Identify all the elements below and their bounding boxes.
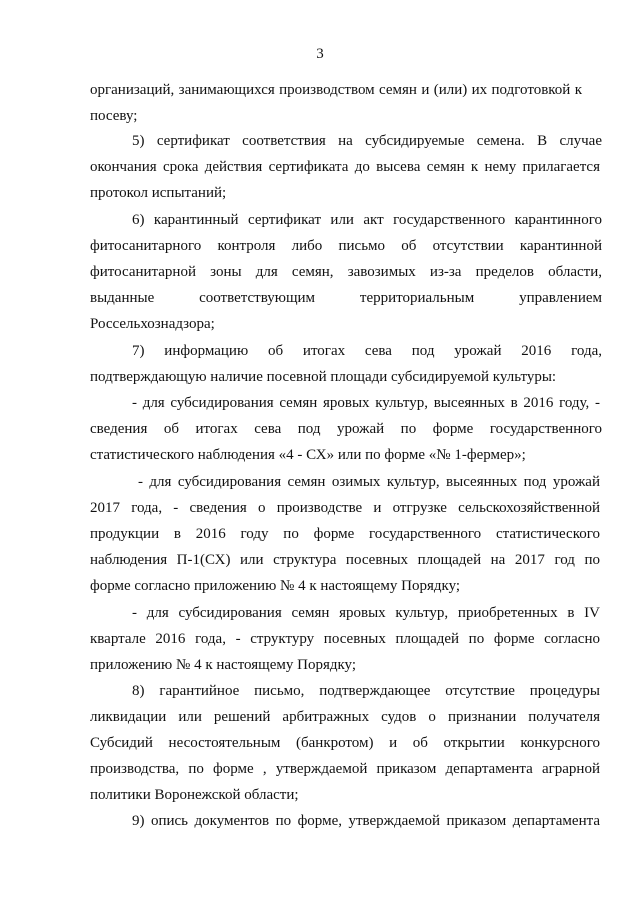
text-line: ликвидации или решений арбитражных судов о признании получателя: [90, 709, 600, 725]
text-line: фитосанитарного контроля либо письмо об отсутствии карантинной: [90, 238, 602, 254]
text-line: Россельхознадзора;: [90, 316, 215, 332]
text-line: квартале 2016 года, - структуру посевных площадей по форме согласно: [90, 631, 600, 647]
text-line: - для субсидирования семян яровых культур, высеянных в 2016 году, -: [132, 395, 600, 411]
text-line: 2017 года, - сведения о производстве и отгрузке сельскохозяйственной: [90, 500, 600, 516]
text-line: выданные соответствующим территориальным управлением: [90, 290, 602, 306]
text-line: производства, по форме , утверждаемой приказом департамента аграрной: [90, 761, 600, 777]
text-line: посеву;: [90, 108, 138, 124]
text-line: 9) опись документов по форме, утверждаемой приказом департамента: [132, 813, 600, 829]
text-line: политики Воронежской области;: [90, 787, 299, 803]
text-line: организаций, занимающихся производством семян и (или) их подготовкой к: [90, 82, 582, 98]
text-line: статистического наблюдения «4 - СХ» или по форме «№ 1-фермер»;: [90, 447, 526, 463]
text-line: 8) гарантийное письмо, подтверждающее отсутствие процедуры: [132, 683, 600, 699]
text-line: 7) информацию об итогах сева под урожай 2016 года,: [132, 343, 602, 359]
text-line: протокол испытаний;: [90, 185, 227, 201]
text-line: Субсидий несостоятельным (банкротом) и об открытии конкурсного: [90, 735, 600, 751]
text-line: фитосанитарной зоны для семян, завозимых из-за пределов области,: [90, 264, 602, 280]
text-line: сведения об итогах сева под урожай по форме государственного: [90, 421, 602, 437]
text-line: 5) сертификат соответствия на субсидируемые семена. В случае: [132, 133, 602, 149]
text-line: наблюдения П-1(СХ) или структура посевных площадей на 2017 год по: [90, 552, 600, 568]
text-line: окончания срока действия сертификата до высева семян к нему прилагается: [90, 159, 600, 175]
text-line: продукции в 2016 году по форме государственного статистического: [90, 526, 600, 542]
text-line: форме согласно приложению № 4 к настоящему Порядку;: [90, 578, 461, 594]
text-line: приложению № 4 к настоящему Порядку;: [90, 657, 357, 673]
text-line: подтверждающую наличие посевной площади субсидируемой культуры:: [90, 369, 557, 385]
text-line: 6) карантинный сертификат или акт государственного карантинного: [132, 212, 602, 228]
text-line: - для субсидирования семян озимых культур, высеянных под урожай: [138, 474, 600, 490]
page-number: 3: [316, 46, 324, 62]
text-line: - для субсидирования семян яровых культур, приобретенных в IV: [132, 605, 600, 621]
